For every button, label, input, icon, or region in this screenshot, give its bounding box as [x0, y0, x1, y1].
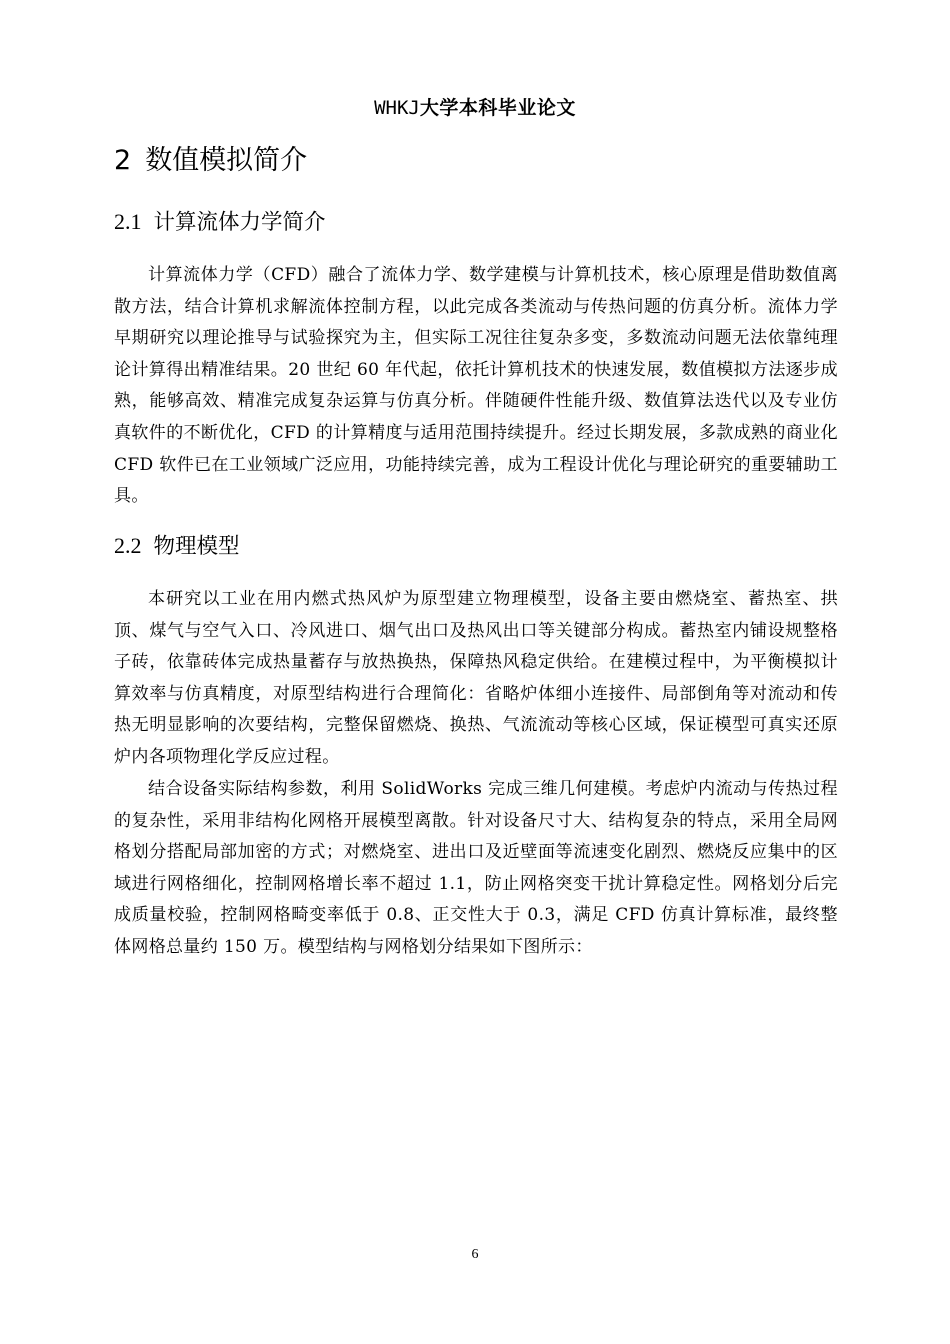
paragraph-physical-model: 本研究以工业在用内燃式热风炉为原型建立物理模型，设备主要由燃烧室、蓄热室、拱顶、煤气与空气入口、冷风进口、烟气出口及热风出口等关键部分构成。蓄热室内铺设规整格子砖，依靠砖体完成热量蓄存与放热换热，保障热风稳定供给。在建模过程中，为平衡模拟计算效率与仿真精度，对原型结构进行合理简化：省略炉体细小连接件、局部倒角等对流动和传热无明显影响的次要结构，完整保留燃烧、换热、气流流动等核心区域，保证模型可真实还原炉内各项物理化学反应过程。 — [114, 589, 838, 767]
running-header-prefix: WHKJ — [374, 97, 420, 119]
chapter-number: 2 — [114, 145, 132, 176]
chapter-title: 数值模拟简介 — [145, 145, 308, 176]
section-title: 物理模型 — [153, 534, 240, 559]
running-header — [0, 94, 950, 121]
section-heading-2-2 — [114, 532, 240, 561]
paragraph-meshing: 结合设备实际结构参数，利用 SolidWorks 完成三维几何建模。考虑炉内流动与传热过程的复杂性，采用非结构化网格开展模型离散。针对设备尺寸大、结构复杂的特点，采用全局网格划分搭配局部加密的方式；对燃烧室、进出口及近壁面等流速变化剧烈、燃烧反应集中的区域进行网格细化，控制网格增长率不超过 1.1，防止网格突变干扰计算稳定性。网格划分后完成质量校验，控制网格畸变率低于 0.8、正交性大于 0.3，满足 CFD 仿真计算标准，最终整体网格总量约 150 万。模型结构与网格划分结果如下图所示： — [114, 779, 838, 957]
section-number: 2.1 — [114, 209, 142, 234]
section-heading-2-1 — [114, 208, 326, 237]
chapter-heading — [114, 143, 307, 179]
section-title: 计算流体力学简介 — [153, 210, 326, 235]
running-header-title: 大学本科毕业论文 — [419, 97, 576, 119]
page-number: 6 — [471, 1247, 479, 1262]
paragraph-cfd-intro: 计算流体力学（CFD）融合了流体力学、数学建模与计算机技术，核心原理是借助数值离散方法，结合计算机求解流体控制方程，以此完成各类流动与传热问题的仿真分析。流体力学早期研究以理论推导与试验探究为主，但实际工况往往复杂多变，多数流动问题无法依靠纯理论计算得出精准结果。20 世纪 60 年代起，依托计算机技术的快速发展，数值模拟方法逐步成熟，能够高效、精准完成复杂运算与仿真分析。伴随硬件性能升级、数值算法迭代以及专业仿真软件的不断优化，CFD 的计算精度与适用范围持续提升。经过长期发展，多款成熟的商业化 CFD 软件已在工业领域广泛应用，功能持续完善，成为工程设计优化与理论研究的重要辅助工具。 — [114, 265, 838, 507]
section-number: 2.2 — [114, 533, 142, 558]
